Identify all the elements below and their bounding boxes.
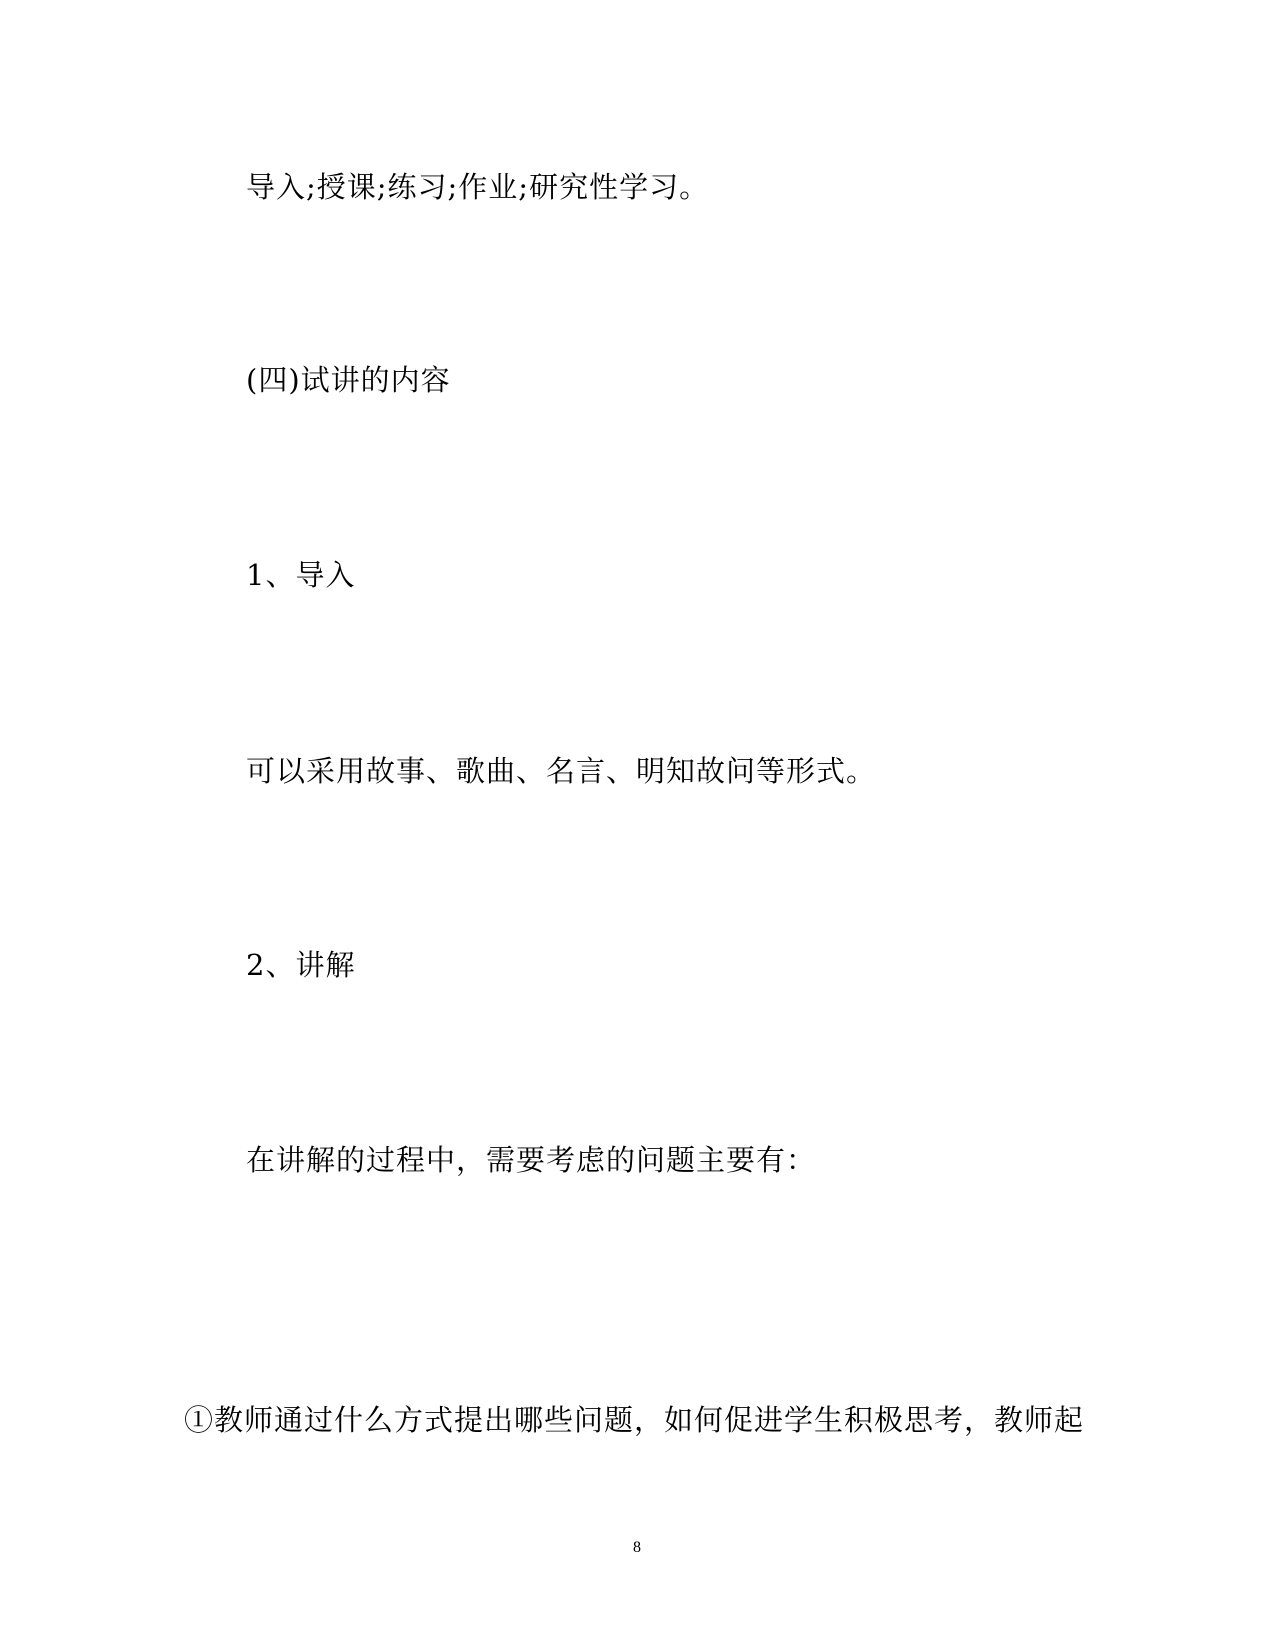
section-heading-trial-lecture-content: (四)试讲的内容 <box>246 363 451 397</box>
subheading-explanation: 2、讲解 <box>246 948 356 982</box>
paragraph-teaching-steps: 导入;授课;练习;作业;研究性学习。 <box>246 170 710 204</box>
list-item-issue-1: ①教师通过什么方式提出哪些问题，如何促进学生积极思考，教师起 <box>184 1403 1085 1437</box>
page-number: 8 <box>633 1539 641 1556</box>
paragraph-explanation-issues: 在讲解的过程中，需要考虑的问题主要有： <box>246 1143 817 1177</box>
paragraph-introduction-forms: 可以采用故事、歌曲、名言、明知故问等形式。 <box>246 754 877 788</box>
subheading-introduction: 1、导入 <box>246 558 356 592</box>
